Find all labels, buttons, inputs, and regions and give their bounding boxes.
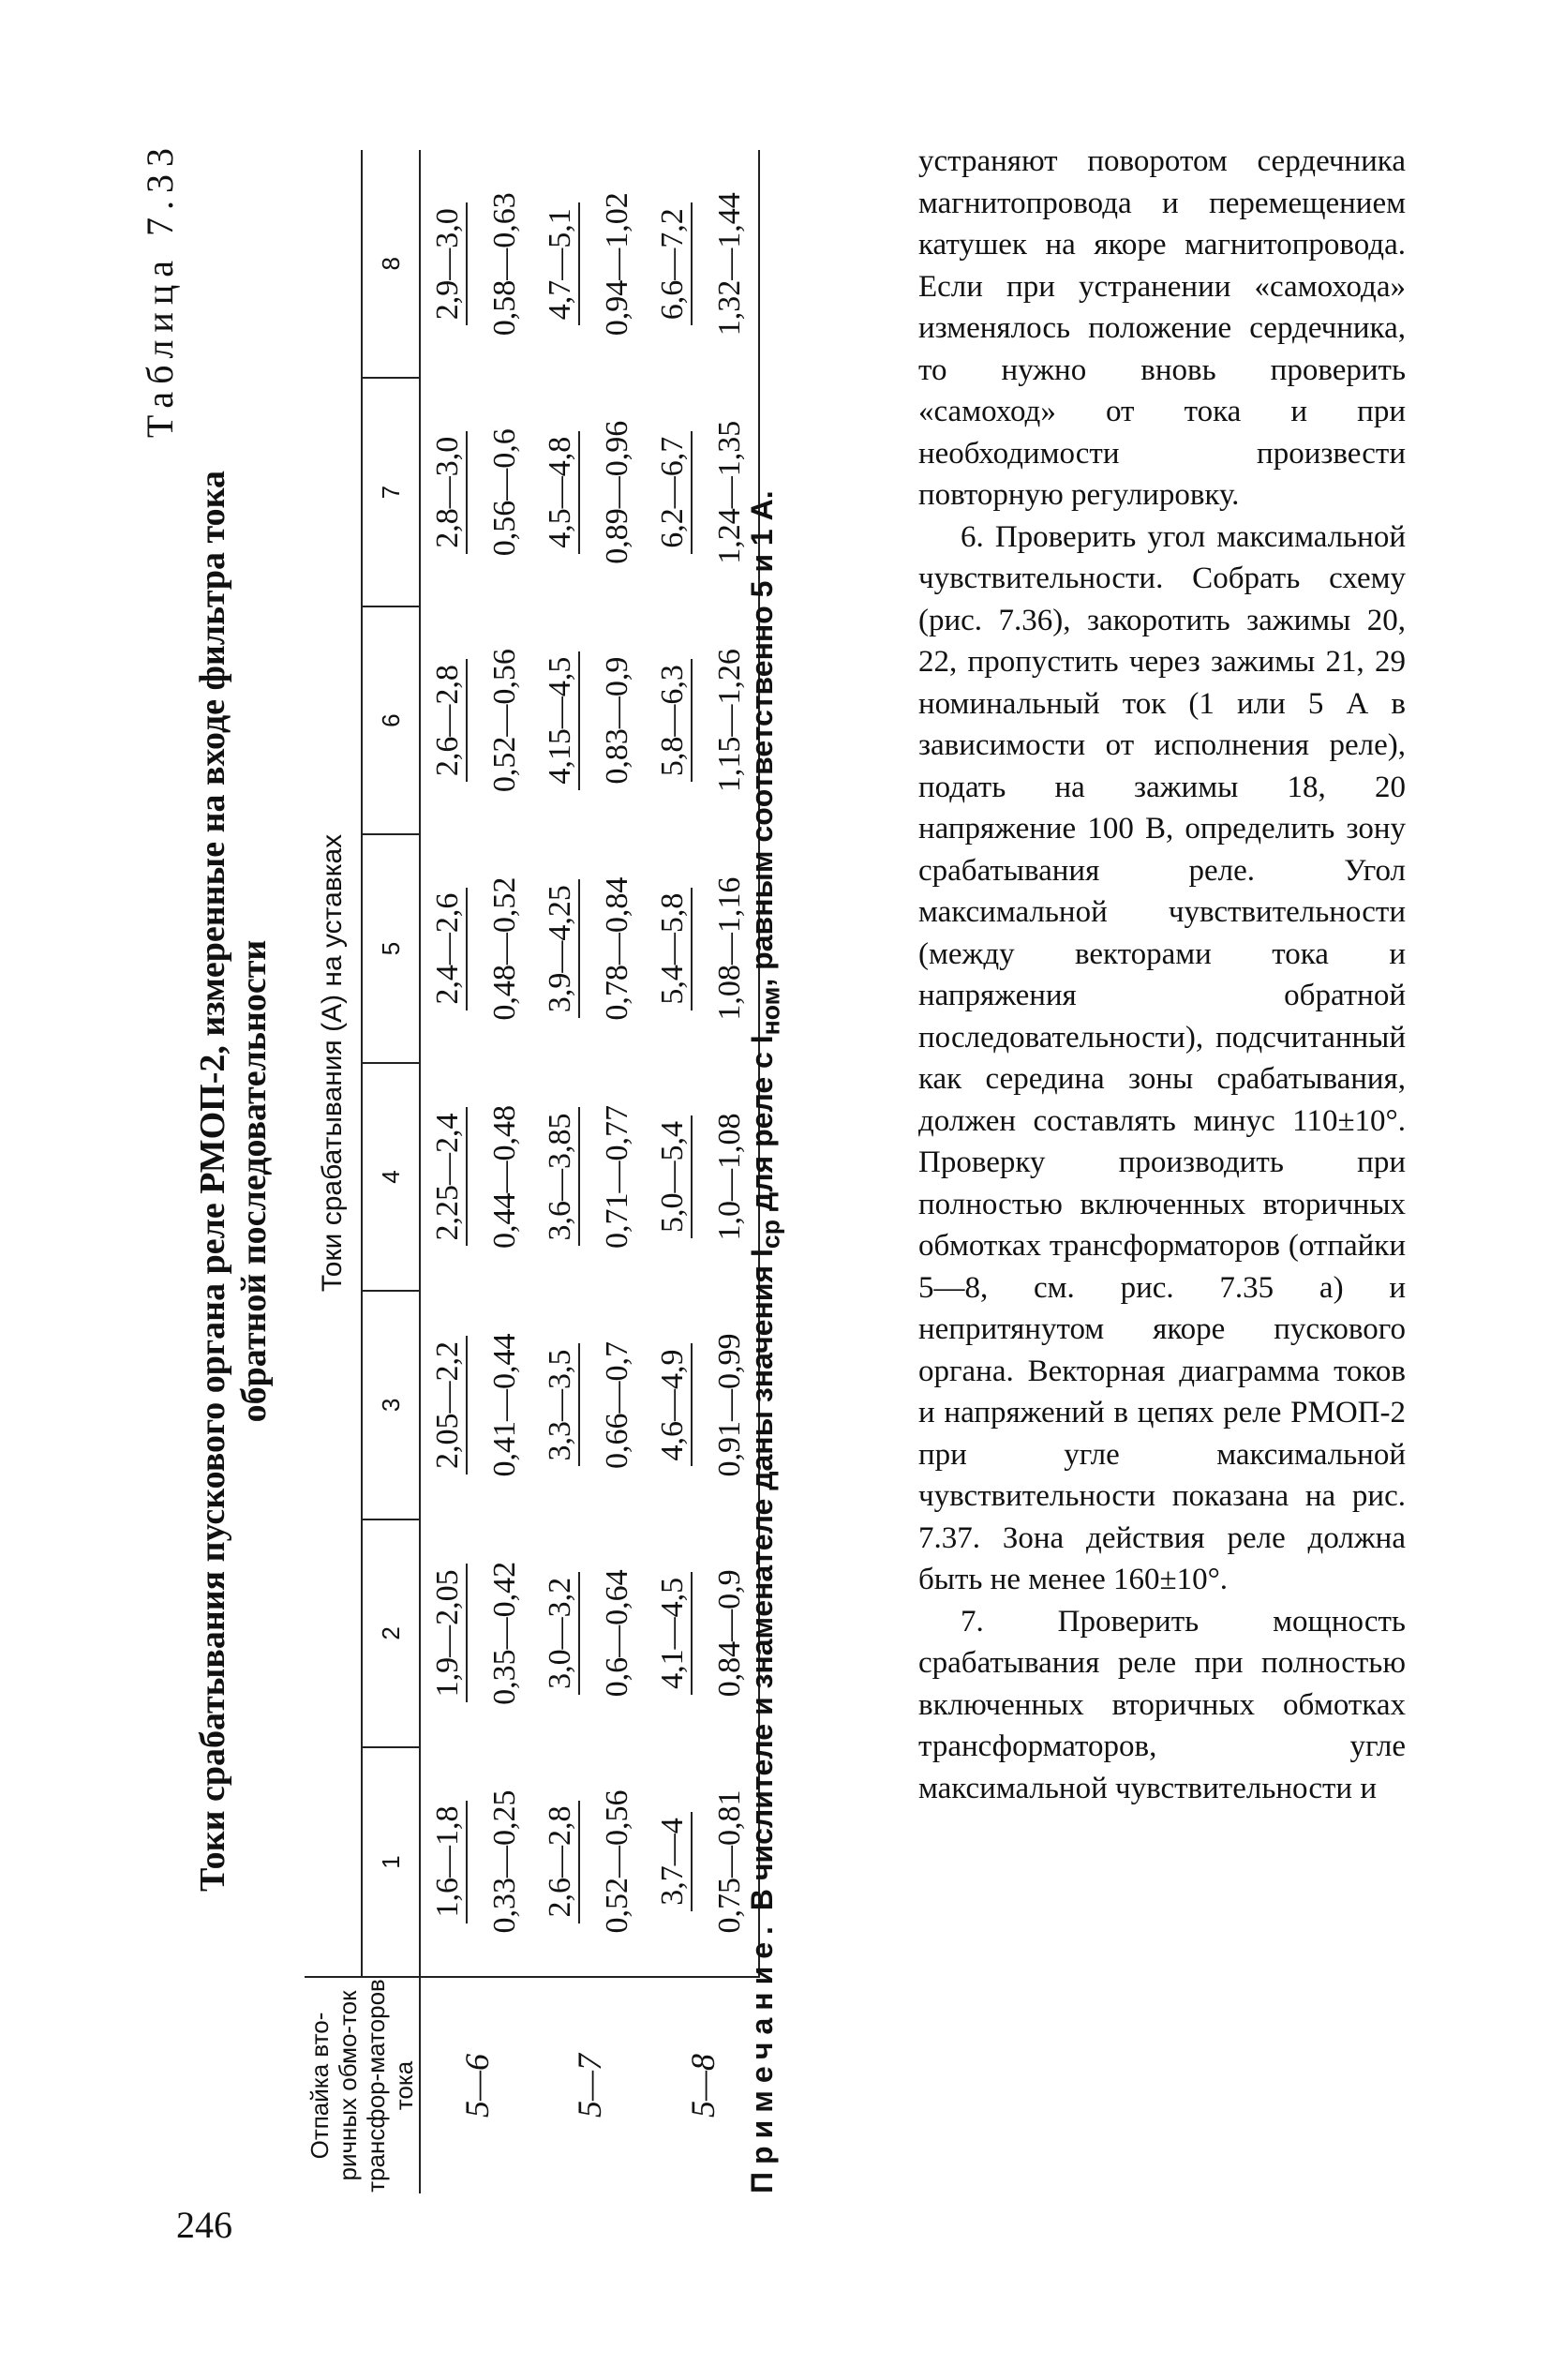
numerator-value: 5,0—5,4 xyxy=(655,1115,693,1238)
denominator-value: 0,78—0,84 xyxy=(600,876,634,1021)
table-label: Таблица 7.33 xyxy=(139,141,181,439)
denominator-value: 1,0—1,08 xyxy=(712,1113,747,1241)
denominator-value: 0,71—0,77 xyxy=(600,1105,634,1249)
denominator-value: 0,41—0,44 xyxy=(487,1333,522,1477)
numerator-value: 1,9—2,05 xyxy=(430,1564,468,1702)
denominator-value: 1,15—1,26 xyxy=(712,649,747,793)
row-label: 5—7 xyxy=(533,1977,646,2193)
note-sub-cr: ср xyxy=(756,1219,785,1250)
cell-numerator xyxy=(646,1519,702,1747)
denominator-value: 0,35—0,42 xyxy=(487,1561,522,1705)
numerator-value: 4,15—4,5 xyxy=(543,651,580,790)
cell-numerator xyxy=(533,378,589,606)
cell-numerator xyxy=(646,1063,702,1291)
cell-denominator xyxy=(589,378,646,606)
data-table xyxy=(305,150,760,2193)
cell-numerator xyxy=(533,1291,589,1519)
denominator-value: 1,24—1,35 xyxy=(712,420,747,564)
cell-denominator xyxy=(589,1291,646,1519)
column-header: 7 xyxy=(362,378,420,606)
numerator-value: 1,6—1,8 xyxy=(430,1801,468,1923)
cell-denominator xyxy=(477,834,533,1062)
denominator-value: 0,83—0,9 xyxy=(600,656,634,785)
row-label: 5—8 xyxy=(646,1977,759,2193)
numerator-value: 2,6—2,8 xyxy=(430,659,468,782)
denominator-value: 0,66—0,7 xyxy=(600,1340,634,1469)
column-header: 6 xyxy=(362,606,420,834)
column-header: 8 xyxy=(362,150,420,378)
cell-denominator xyxy=(477,1519,533,1747)
cell-numerator xyxy=(420,150,477,378)
cell-denominator xyxy=(589,1747,646,1977)
paragraph-2: 6. Проверить угол максимальной чувствительности. Собрать схему (рис. 7.36), закоротить зажимы 20, 22, пропустить через зажимы 21, 29 номинальный ток (1 или 5 А в зависимости от исполнения реле), подать на зажимы 18, 20 напряжение 100 В, определить зону срабатывания реле. Угол максимальной чувствительности (между векторами тока и напряжения обратной последовательности), подсчитанный как середина зоны срабатывания, должен составлять минус 110±10°. Проверку производить при полностью включенных вторичных обмотках трансформаторов (отпайки 5—8, см. рис. 7.35 а) и непритянутом якоре пускового органа. Векторная диаграмма токов и напряжений в цепях реле РМОП-2 при угле максимальной чувствительности показана на рис. 7.37. Зона действия реле должна быть не менее 160±10°. xyxy=(918,519,1406,1596)
cell-denominator xyxy=(589,1519,646,1747)
denominator-value: 0,6—0,64 xyxy=(600,1569,634,1698)
numerator-value: 2,4—2,6 xyxy=(430,888,468,1010)
numerator-value: 6,2—6,7 xyxy=(655,431,693,554)
cell-numerator xyxy=(533,1519,589,1747)
numerator-value: 2,05—2,2 xyxy=(430,1336,468,1474)
cell-numerator xyxy=(646,1747,702,1977)
numerator-value: 2,8—3,0 xyxy=(430,431,468,554)
denominator-value: 0,58—0,63 xyxy=(487,192,522,337)
column-header: 3 xyxy=(362,1291,420,1519)
denominator-value: 0,52—0,56 xyxy=(600,1789,634,1934)
denominator-value: 0,94—1,02 xyxy=(600,192,634,337)
cell-denominator xyxy=(477,1063,533,1291)
cell-numerator xyxy=(420,606,477,834)
paragraph-1: устраняют поворотом сердечника магнитопровода и перемещением катушек на якоре магнитопровода. Если при устранении «самохода» изменялось положение сердечника, то нужно вновь проверить «самоход» от тока и при необходимости произвести повторную регулировку. xyxy=(918,144,1406,512)
denominator-value: 0,89—0,96 xyxy=(600,420,634,564)
rotated-table-block xyxy=(139,131,895,2231)
note-text: В числителе и знаменателе даны значения I xyxy=(745,1249,779,1920)
numerator-value: 3,0—3,2 xyxy=(543,1572,580,1695)
row-label: 5—6 xyxy=(420,1977,533,2193)
numerator-value: 2,9—3,0 xyxy=(430,202,468,325)
caption-line-1: Токи срабатывания пускового органа реле РМОП-2, измеренные на входе фильтра тока xyxy=(193,471,232,1892)
table-note xyxy=(745,150,785,2193)
numerator-value: 5,4—5,8 xyxy=(655,888,693,1010)
denominator-value: 0,52—0,56 xyxy=(487,649,522,793)
cell-denominator xyxy=(589,1063,646,1291)
column-header: 2 xyxy=(362,1519,420,1747)
cell-numerator xyxy=(646,1291,702,1519)
numerator-value: 2,25—2,4 xyxy=(430,1108,468,1247)
denominator-value: 0,44—0,48 xyxy=(487,1105,522,1249)
column-header: 5 xyxy=(362,834,420,1062)
cell-numerator xyxy=(646,834,702,1062)
cell-numerator xyxy=(420,378,477,606)
numerator-value: 3,7—4 xyxy=(655,1812,693,1911)
denominator-value: 0,75—0,81 xyxy=(712,1789,747,1934)
cell-denominator xyxy=(477,1291,533,1519)
cell-numerator xyxy=(420,834,477,1062)
cell-denominator xyxy=(477,1747,533,1977)
numerator-value: 2,6—2,8 xyxy=(543,1801,580,1923)
cell-numerator xyxy=(420,1291,477,1519)
cell-numerator xyxy=(646,378,702,606)
header-group: Токи срабатывания (А) на уставках xyxy=(305,150,362,1977)
cell-denominator xyxy=(477,606,533,834)
denominator-value: 0,56—0,6 xyxy=(487,428,522,557)
denominator-value: 0,48—0,52 xyxy=(487,876,522,1021)
cell-numerator xyxy=(533,1063,589,1291)
paragraph-3: 7. Проверить мощность срабатывания реле при полностью включенных вторичных обмотках трансформаторов, угле максимальной чувствительности и xyxy=(918,1604,1406,1805)
cell-denominator xyxy=(477,378,533,606)
caption-line-2: обратной последовательности xyxy=(234,939,274,1423)
cell-numerator xyxy=(646,606,702,834)
cell-numerator xyxy=(420,1747,477,1977)
cell-numerator xyxy=(533,150,589,378)
numerator-value: 4,6—4,9 xyxy=(655,1343,693,1466)
cell-numerator xyxy=(646,150,702,378)
denominator-value: 1,08—1,16 xyxy=(712,876,747,1021)
column-header: 1 xyxy=(362,1747,420,1977)
note-prefix: Примечание. xyxy=(745,1919,779,2193)
header-tap: Отпайка вто-ричных обмо-ток трансфор-маторов тока xyxy=(305,1977,420,2193)
numerator-value: 3,6—3,85 xyxy=(543,1108,580,1247)
cell-denominator xyxy=(589,150,646,378)
numerator-value: 4,7—5,1 xyxy=(543,202,580,325)
column-header: 4 xyxy=(362,1063,420,1291)
numerator-value: 3,3—3,5 xyxy=(543,1343,580,1466)
page-number: 246 xyxy=(176,2204,232,2246)
numerator-value: 4,5—4,8 xyxy=(543,431,580,554)
numerator-value: 6,6—7,2 xyxy=(655,202,693,325)
numerator-value: 5,8—6,3 xyxy=(655,659,693,782)
note-end: , равным соответственно 5 и 1 А. xyxy=(745,490,779,987)
table-caption xyxy=(192,131,275,2231)
cell-numerator xyxy=(420,1063,477,1291)
cell-numerator xyxy=(533,1747,589,1977)
denominator-value: 0,91—0,99 xyxy=(712,1333,747,1477)
denominator-value: 1,32—1,44 xyxy=(712,192,747,337)
denominator-value: 0,33—0,25 xyxy=(487,1789,522,1934)
cell-numerator xyxy=(533,606,589,834)
note-mid: для реле с I xyxy=(745,1035,779,1220)
numerator-value: 4,1—4,5 xyxy=(655,1572,693,1695)
body-text xyxy=(918,141,1406,1809)
cell-denominator xyxy=(589,606,646,834)
numerator-value: 3,9—4,25 xyxy=(543,879,580,1018)
denominator-value: 0,84—0,9 xyxy=(712,1569,747,1698)
cell-denominator xyxy=(589,834,646,1062)
cell-denominator xyxy=(477,150,533,378)
note-sub-nom: ном xyxy=(756,986,785,1036)
cell-numerator xyxy=(420,1519,477,1747)
cell-numerator xyxy=(533,834,589,1062)
